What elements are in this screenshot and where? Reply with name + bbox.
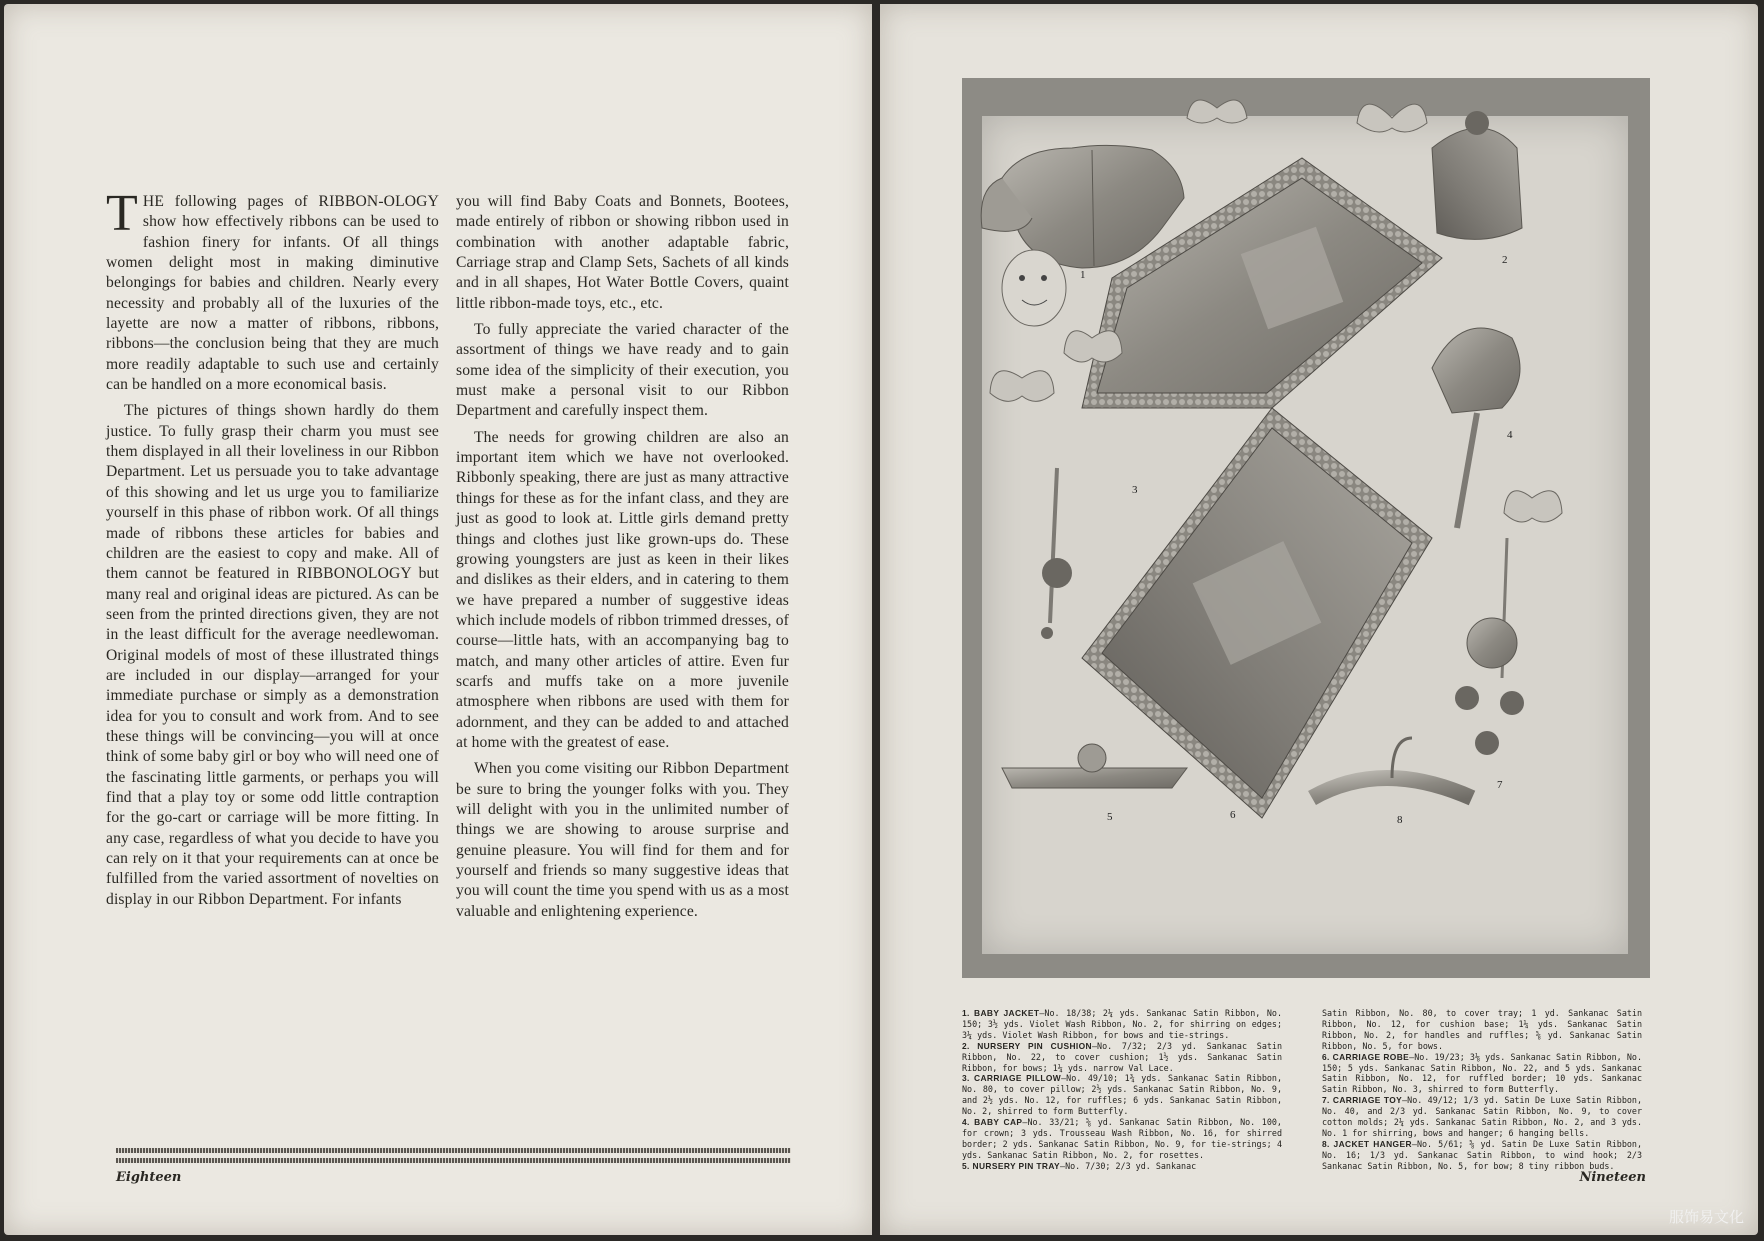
figure-number: 1 (1080, 269, 1086, 281)
jacket-hanger-illustration (1312, 738, 1472, 826)
plate-illustrations (962, 78, 1650, 978)
paragraph: you will find Baby Coats and Bonnets, Bootees, made entirely of ribbon or showing ribbon used in combination with another adaptable fabric, Carriage strap and Clamp Sets, Sachets of all kinds and in all shapes, Hot Water Bottle Covers, quaint little ribbon-made toys, etc., etc. (456, 193, 789, 312)
page-number-right: Nineteen (1579, 1170, 1646, 1185)
caption-text: —No. 7/32; 2/3 yd. Sankanac Satin Ribbon, No. 22, to cover cushion; 1½ yds. Sankanac Satin Ribbon, for bows; 1¼ yds. narrow Val Lace. (962, 1040, 1282, 1073)
paragraph: To fully appreciate the varied character of the assortment of things we have ready and to gain some idea of the simplicity of their execution, you must make a personal visit to our Ribbon Department and carefully inspect them. (456, 321, 789, 420)
carriage-robe-illustration (1082, 408, 1432, 821)
caption-item (962, 1008, 1282, 1041)
caption-title: 1. BABY JACKET (962, 1008, 1040, 1018)
text-column-right (456, 192, 789, 928)
drop-cap: T (106, 185, 138, 242)
caption-text: —No. 5/61; ⅝ yd. Satin De Luxe Satin Ribbon, No. 16; 1/3 yd. Sankanac Satin Ribbon, to wind hook; 2/3 Sankanac Satin Ribbon, No. 5, for bow; 8 tiny ribbon buds. (1322, 1138, 1642, 1171)
pin-tray-illustration (1002, 744, 1187, 823)
decorative-rule (116, 1158, 791, 1163)
paragraph (106, 185, 439, 395)
figure-number: 8 (1397, 814, 1403, 826)
caption-text: —No. 7/30; 2/3 yd. Sankanac (1060, 1160, 1197, 1171)
page-number-left: Eighteen (116, 1170, 182, 1185)
caption-item (1322, 1052, 1642, 1096)
caption-item (1322, 1008, 1642, 1052)
figure-number: 2 (1502, 254, 1508, 266)
caption-text: —No. 49/12; 1/3 yd. Satin De Luxe Satin Ribbon, No. 40, and 2/3 yd. Sankanac Satin Ribbon, No. 9, to cover cotton molds; 2¼ yds. Sankanac Satin Ribbon, No. 2, and 3 yds. No. 1 for shirring, bows and hanger; 6 hanging bells. (1322, 1095, 1643, 1138)
text-column-left (106, 185, 439, 916)
caption-title: 3. CARRIAGE PILLOW (962, 1073, 1062, 1084)
caption-text: —No. 33/21; ⅝ yd. Sankanac Satin Ribbon, No. 100, for crown; 3 yds. Trousseau Wash Ribbon, No. 16, for shirred border; 2 yds. Sankanac Satin Ribbon, No. 9, for tie-strings; 4 yds. Sankanac Satin Ribbon, No. 2, for rosettes. (962, 1117, 1282, 1160)
caption-title: 6. CARRIAGE ROBE (1322, 1051, 1410, 1062)
caption-text: Satin Ribbon, No. 80, to cover tray; 1 yd. Sankanac Satin Ribbon, No. 12, for cushion base; 1¼ yds. Sankanac Satin Ribbon, No. 2, for handles and ruffles; ⅝ yd. Sankanac Satin Ribbon, No. 5, for bows. (1322, 1008, 1642, 1051)
baby-face-illustration (1002, 250, 1066, 326)
caption-item (962, 1073, 1282, 1117)
carriage-toy-illustration (1455, 538, 1524, 791)
caption-text: —No. 18/38; 2¼ yds. Sankanac Satin Ribbon, No. 150; 3½ yds. Violet Wash Ribbon, No. 2, for shirring on edges; 3¼ yds. Violet Wash Ribbon, for bows and tie-strings. (962, 1008, 1282, 1040)
caption-title: 4. BABY CAP (962, 1117, 1023, 1128)
illustration-plate (962, 78, 1650, 978)
carriage-strap-illustration (1041, 468, 1072, 639)
caption-item (962, 1041, 1282, 1074)
figure-number: 7 (1497, 779, 1503, 791)
paragraph-text: HE following pages of RIBBON-OLOGY show how effectively ribbons can be used to fashion finery for infants. Of all things women delight most in making diminutive belongings for babies and children. Nearly every necessity and probably all of the luxuries of the layette are now a matter of ribbons, ribbons, ribbons—the conclusion being that they are much more readily adaptable to such use and certainly can be handled on a more economical basis. (106, 193, 439, 394)
caption-title: 7. CARRIAGE TOY (1322, 1095, 1403, 1106)
paragraph: When you come visiting our Ribbon Department be sure to bring the younger folks with you. They will delight with you in the unlimited number of things we are showing to arouse surprise and genuine pleasure. You will find for them and for yourself and friends so many suggestive ideas that you will count the time you spend with us as a most valuable and enlightening experience. (456, 760, 789, 920)
figure-number: 5 (1107, 811, 1113, 823)
watermark: 服饰易文化 (1668, 1208, 1744, 1226)
caption-item (962, 1161, 1282, 1172)
paragraph: The pictures of things shown hardly do them justice. To fully grasp their charm you must see them displayed in all their loveliness in our Ribbon Department. Let us persuade you to take advantage of this showing and let us urge you to familiarize yourself in this phase of ribbon work. Of all things made of ribbons these articles for babies and children are the easiest to copy and make. All of them cannot be featured in RIBBONOLOGY but many real and original ideas are pictured. As can be seen from the printed directions given, they are not in the least difficult for the average needlewoman. Original models of most of these illustrated things are included in our display—arranged for your immediate purchase or simply as a demonstration idea for you to consult and work from. And to see these things will be convincing—you will at once think of some baby girl or boy who will need one of the fascinating little garments, or perhaps you will find that a play toy or some odd little contraption for the go-cart or carriage will be more fitting. In any case, regardless of what you decide to have you can rely on it that your requirements can at once be fulfilled from the varied assortment of novelties on display in our Ribbon Department. For infants (106, 402, 439, 908)
caption-item (1322, 1139, 1642, 1172)
paragraph: The needs for growing children are also an important item which we have not overlooked. Ribbonly speaking, there are just as many attractive things for these as for the infant class, and they are just as good to look at. Little girls demand pretty things and clothes just like grown-ups do. These growing youngsters are just as keen in their likes and dislikes as their elders, and in catering to them we have prepared a number of suggestive ideas which include models of ribbon trimmed dresses, of course—little hats, with an accompanying bag to match, and many other articles of attire. Even fur scarfs and muffs take on a more juvenile atmosphere when ribbons are used with them for adornment, and they can be added to and attached at home with the greatest of ease. (456, 428, 789, 751)
pin-cushion-illustration (1432, 111, 1522, 266)
caption-title: 2. NURSERY PIN CUSHION (962, 1040, 1092, 1051)
caption-item (1322, 1095, 1642, 1139)
caption-title: 8. JACKET HANGER (1322, 1138, 1412, 1149)
caption-column-left (962, 1008, 1282, 1172)
caption-column-right (1322, 1008, 1642, 1172)
caption-item (962, 1117, 1282, 1161)
caption-title: 5. NURSERY PIN TRAY (962, 1160, 1061, 1171)
figure-number: 3 (1132, 484, 1138, 496)
caption-text: —No. 49/10; 1¾ yds. Sankanac Satin Ribbon, No. 80, to cover pillow; 2½ yds. Sankanac Satin Ribbon, No. 9, and 2½ yds. No. 12, for ruffles; 6 yds. Sankanac Satin Ribbon, No. 2, shirred to form Butterfly. (962, 1073, 1282, 1117)
figure-number: 6 (1230, 809, 1236, 821)
caption-text: —No. 19/23; 3⅛ yds. Sankanac Satin Ribbon, No. 150; 5 yds. Sankanac Satin Ribbon, No. 22, and 5 yds. Sankanac Satin Ribbon, No. 12, for ruffled border; 10 yds. Sankanac Satin Ribbon, No. 3, shirred to form Butterfly. (1322, 1051, 1642, 1095)
figure-number: 4 (1507, 429, 1513, 441)
decorative-rule (116, 1148, 791, 1153)
